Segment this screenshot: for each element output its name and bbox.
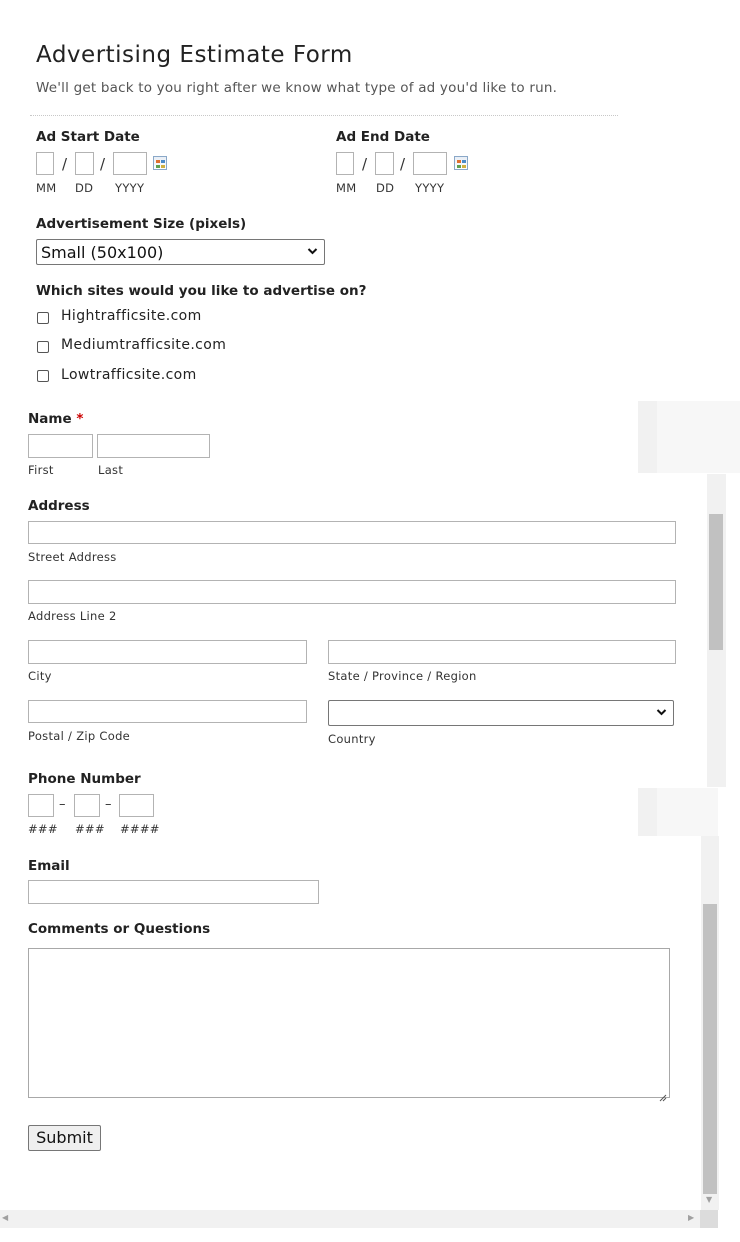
month-sublabel: MM <box>336 181 357 195</box>
date-separator: / <box>362 155 368 173</box>
phone-prefix-input[interactable] <box>74 794 100 817</box>
city-input[interactable] <box>28 640 307 664</box>
scrollbar-track <box>638 788 657 836</box>
phone-prefix-sublabel: ### <box>75 822 105 836</box>
comments-textarea[interactable] <box>28 948 670 1098</box>
required-marker: * <box>76 411 84 427</box>
ad-size-selected: Small (50x100) <box>41 243 164 262</box>
country-select[interactable] <box>328 700 674 726</box>
date-separator: / <box>100 155 106 173</box>
year-sublabel: YYYY <box>415 181 445 195</box>
phone-label: Phone Number <box>28 771 141 787</box>
calendar-icon[interactable] <box>153 156 167 170</box>
address-line2-sublabel: Address Line 2 <box>28 609 117 623</box>
scrollbar-gap <box>657 401 740 473</box>
header-divider <box>30 115 618 116</box>
date-separator: / <box>62 155 68 173</box>
ad-end-day-input[interactable] <box>375 152 394 175</box>
phone-line-input[interactable] <box>119 794 154 817</box>
form-title: Advertising Estimate Form <box>36 42 353 68</box>
form-description: We'll get back to you right after we know what type of ad you'd like to run. <box>36 80 558 96</box>
email-label: Email <box>28 858 70 874</box>
country-sublabel: Country <box>328 732 376 746</box>
scrollbar-gap <box>657 788 718 836</box>
phone-separator: – <box>59 797 66 812</box>
last-sublabel: Last <box>98 463 124 477</box>
ad-end-year-input[interactable] <box>413 152 447 175</box>
checkbox-mediumtraffic[interactable] <box>37 341 49 353</box>
ad-start-day-input[interactable] <box>75 152 94 175</box>
address-label: Address <box>28 498 90 514</box>
day-sublabel: DD <box>75 181 94 195</box>
postal-code-sublabel: Postal / Zip Code <box>28 729 131 743</box>
scrollbar-track <box>638 401 657 473</box>
ad-start-year-input[interactable] <box>113 152 147 175</box>
scroll-down-arrow-icon[interactable]: ▼ <box>706 1195 713 1204</box>
ad-start-month-input[interactable] <box>36 152 54 175</box>
option-label: Hightrafficsite.com <box>61 308 202 324</box>
first-sublabel: First <box>28 463 54 477</box>
comments-label: Comments or Questions <box>28 921 211 937</box>
checkbox-lowtraffic[interactable] <box>37 370 49 382</box>
first-name-input[interactable] <box>28 434 93 458</box>
option-label: Mediumtrafficsite.com <box>61 337 227 353</box>
postal-code-input[interactable] <box>28 700 307 723</box>
phone-area-sublabel: ### <box>28 822 58 836</box>
scroll-left-arrow-icon[interactable]: ◀ <box>2 1213 9 1222</box>
scrollbar-thumb[interactable] <box>709 514 723 650</box>
phone-line-sublabel: #### <box>120 822 160 836</box>
phone-area-input[interactable] <box>28 794 54 817</box>
ad-size-select[interactable] <box>36 239 325 265</box>
chevron-down-icon <box>307 244 318 261</box>
city-sublabel: City <box>28 669 52 683</box>
day-sublabel: DD <box>376 181 395 195</box>
ad-size-label: Advertisement Size (pixels) <box>36 216 247 232</box>
ad-end-month-input[interactable] <box>336 152 354 175</box>
state-sublabel: State / Province / Region <box>328 669 477 683</box>
month-sublabel: MM <box>36 181 57 195</box>
horizontal-scrollbar[interactable] <box>0 1210 700 1228</box>
address-line2-input[interactable] <box>28 580 676 604</box>
ad-end-date-label: Ad End Date <box>336 129 430 145</box>
email-input[interactable] <box>28 880 319 904</box>
name-label: Name * <box>28 411 84 427</box>
option-label: Lowtrafficsite.com <box>61 367 197 383</box>
checkbox-hightraffic[interactable] <box>37 312 49 324</box>
chevron-down-icon <box>656 705 667 722</box>
street-address-sublabel: Street Address <box>28 550 117 564</box>
phone-separator: – <box>105 797 112 812</box>
scroll-right-arrow-icon[interactable]: ▶ <box>688 1213 695 1222</box>
ad-start-date-label: Ad Start Date <box>36 129 140 145</box>
sites-label: Which sites would you like to advertise on? <box>36 283 367 299</box>
state-input[interactable] <box>328 640 676 664</box>
scrollbar-corner <box>700 1210 718 1228</box>
street-address-input[interactable] <box>28 521 676 544</box>
calendar-icon[interactable] <box>454 156 468 170</box>
date-separator: / <box>400 155 406 173</box>
resize-handle-icon[interactable] <box>659 1087 667 1095</box>
scrollbar-thumb[interactable] <box>703 904 717 1194</box>
year-sublabel: YYYY <box>115 181 145 195</box>
submit-button[interactable]: Submit <box>28 1125 101 1151</box>
last-name-input[interactable] <box>97 434 210 458</box>
